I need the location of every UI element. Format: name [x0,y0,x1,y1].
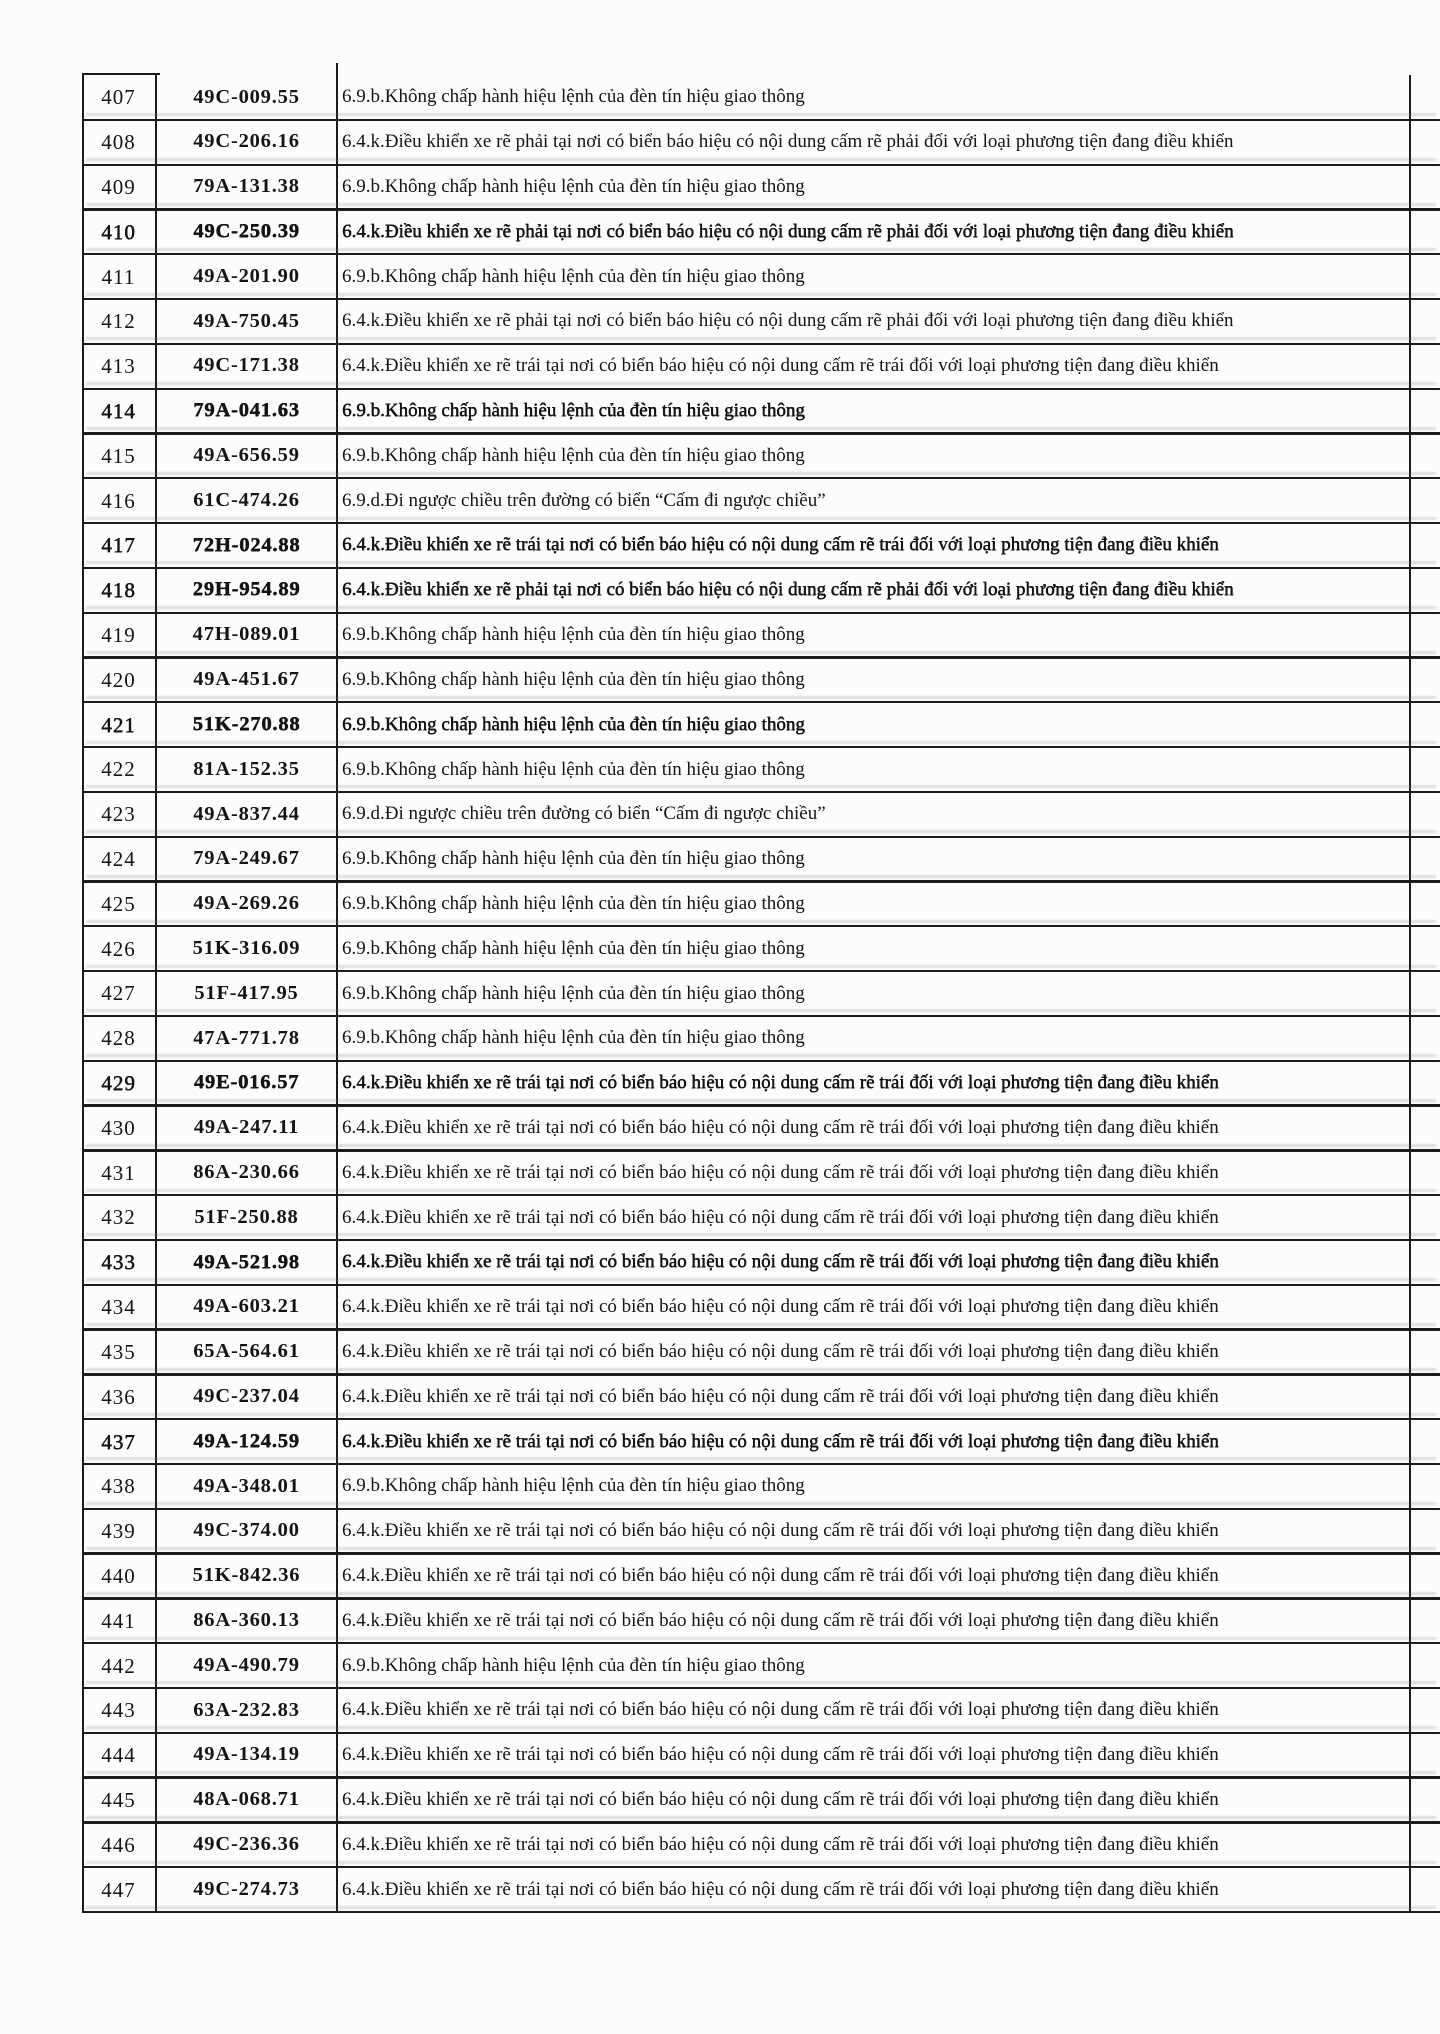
violation-table [82,75,1412,1912]
plate-cell: 79A-249.67 [157,837,338,882]
row-number-cell: 422 [82,747,157,792]
violation-cell: 6.9.b.Không chấp hành hiệu lệnh của đèn tín hiệu giao thông [342,982,805,1004]
plate-cell: 81A-152.35 [157,747,338,792]
row-number-cell: 430 [82,1106,157,1151]
plate-cell: 79A-131.38 [157,165,338,210]
violation-cell: 6.4.k.Điều khiển xe rẽ trái tại nơi có biển báo hiệu có nội dung cấm rẽ trái đối với loại phương tiện đang điều khiển [342,1116,1219,1138]
plate-cell: 49A-269.26 [157,881,338,926]
row-number-cell: 415 [82,433,157,478]
table-row [82,1330,1412,1375]
row-number-cell: 408 [82,120,157,165]
table-row [82,747,1412,792]
violation-cell: 6.4.k.Điều khiển xe rẽ trái tại nơi có biển báo hiệu có nội dung cấm rẽ trái đối với loại phương tiện đang điều khiển [342,1744,1219,1766]
plate-cell: 49A-201.90 [157,254,338,299]
table-row [82,1240,1412,1285]
table-row [82,1374,1412,1419]
table-row [82,1016,1412,1061]
plate-cell: 49A-134.19 [157,1733,338,1778]
violation-cell: 6.4.k.Điều khiển xe rẽ phải tại nơi có biển báo hiệu có nội dung cấm rẽ phải đối với loại phương tiện đang điều khiển [342,579,1234,601]
plate-cell: 49A-348.01 [157,1464,338,1509]
violation-cell: 6.9.b.Không chấp hành hiệu lệnh của đèn tín hiệu giao thông [342,892,805,914]
plate-cell: 79A-041.63 [157,389,338,434]
plate-cell: 49A-247.11 [157,1106,338,1151]
row-number-cell: 419 [82,613,157,658]
row-number-cell: 412 [82,299,157,344]
violation-cell: 6.9.b.Không chấp hành hiệu lệnh của đèn tín hiệu giao thông [342,668,805,690]
violation-cell: 6.4.k.Điều khiển xe rẽ trái tại nơi có biển báo hiệu có nội dung cấm rẽ trái đối với loại phương tiện đang điều khiển [342,1564,1219,1586]
row-number-cell: 428 [82,1016,157,1061]
violation-cell: 6.9.b.Không chấp hành hiệu lệnh của đèn tín hiệu giao thông [342,1475,805,1497]
violation-cell: 6.9.b.Không chấp hành hiệu lệnh của đèn tín hiệu giao thông [342,86,805,108]
plate-cell: 49C-250.39 [157,209,338,254]
table-row [82,433,1412,478]
violation-cell: 6.4.k.Điều khiển xe rẽ trái tại nơi có biển báo hiệu có nội dung cấm rẽ trái đối với loại phương tiện đang điều khiển [342,1251,1219,1273]
violation-cell: 6.4.k.Điều khiển xe rẽ trái tại nơi có biển báo hiệu có nội dung cấm rẽ trái đối với loại phương tiện đang điều khiển [342,1833,1219,1855]
plate-cell: 49A-490.79 [157,1643,338,1688]
violation-cell: 6.4.k.Điều khiển xe rẽ phải tại nơi có biển báo hiệu có nội dung cấm rẽ phải đối với loại phương tiện đang điều khiển [342,220,1234,242]
plate-cell: 49C-236.36 [157,1822,338,1867]
violation-cell: 6.9.d.Đi ngược chiều trên đường có biển “Cấm đi ngược chiều” [342,489,826,511]
violation-cell: 6.4.k.Điều khiển xe rẽ trái tại nơi có biển báo hiệu có nội dung cấm rẽ trái đối với loại phương tiện đang điều khiển [342,1789,1219,1810]
row-number-cell: 435 [82,1330,157,1375]
table-row [82,1867,1412,1912]
violation-cell: 6.4.k.Điều khiển xe rẽ trái tại nơi có biển báo hiệu có nội dung cấm rẽ trái đối với loại phương tiện đang điều khiển [342,1340,1219,1362]
plate-cell: 49E-016.57 [157,1061,338,1106]
table-row [82,1643,1412,1688]
plate-cell: 47H-089.01 [157,613,338,658]
row-number-cell: 417 [82,523,157,568]
violation-cell: 6.9.b.Không chấp hành hiệu lệnh của đèn tín hiệu giao thông [342,713,805,735]
row-number-cell: 441 [82,1598,157,1643]
violation-cell: 6.4.k.Điều khiển xe rẽ trái tại nơi có biển báo hiệu có nội dung cấm rẽ trái đối với loại phương tiện đang điều khiển [342,355,1219,377]
plate-cell: 51F-417.95 [157,971,338,1016]
plate-cell: 48A-068.71 [157,1778,338,1823]
plate-cell: 61C-474.26 [157,478,338,523]
row-number-cell: 414 [82,389,157,434]
table-row [82,881,1412,926]
table-row [82,613,1412,658]
table-row [82,568,1412,613]
plate-cell: 49C-171.38 [157,344,338,389]
plate-cell: 47A-771.78 [157,1016,338,1061]
violation-cell: 6.9.b.Không chấp hành hiệu lệnh của đèn tín hiệu giao thông [342,176,805,198]
row-number-cell: 409 [82,165,157,210]
table-row [82,1509,1412,1554]
row-number-cell: 425 [82,881,157,926]
row-number-cell: 432 [82,1195,157,1240]
violation-cell: 6.4.k.Điều khiển xe rẽ trái tại nơi có biển báo hiệu có nội dung cấm rẽ trái đối với loại phương tiện đang điều khiển [342,1206,1219,1228]
plate-cell: 51F-250.88 [157,1195,338,1240]
table-row [82,837,1412,882]
table-row [82,971,1412,1016]
table-row [82,1733,1412,1778]
table-row [82,344,1412,389]
row-number-cell: 423 [82,792,157,837]
plate-cell: 49A-124.59 [157,1419,338,1464]
table-row [82,254,1412,299]
table-row [82,1150,1412,1195]
table-row [82,75,1412,120]
plate-cell: 49A-656.59 [157,433,338,478]
table-row [82,926,1412,971]
table-row [82,1061,1412,1106]
violation-cell: 6.9.b.Không chấp hành hiệu lệnh của đèn tín hiệu giao thông [342,624,805,646]
violation-cell: 6.9.b.Không chấp hành hiệu lệnh của đèn tín hiệu giao thông [342,848,805,870]
row-number-cell: 424 [82,837,157,882]
plate-cell: 49C-237.04 [157,1374,338,1419]
table-row [82,792,1412,837]
row-number-cell: 410 [82,209,157,254]
row-number-cell: 431 [82,1150,157,1195]
column-divider-stub [336,63,338,75]
row-number-cell: 444 [82,1733,157,1778]
plate-cell: 51K-842.36 [157,1554,338,1599]
row-number-cell: 442 [82,1643,157,1688]
table-row [82,657,1412,702]
violation-cell: 6.9.b.Không chấp hành hiệu lệnh của đèn tín hiệu giao thông [342,1654,805,1676]
plate-cell: 29H-954.89 [157,568,338,613]
plate-cell: 49C-009.55 [157,75,338,120]
violation-cell: 6.9.b.Không chấp hành hiệu lệnh của đèn tín hiệu giao thông [342,758,805,780]
violation-cell: 6.4.k.Điều khiển xe rẽ phải tại nơi có biển báo hiệu có nội dung cấm rẽ phải đối với loại phương tiện đang điều khiển [342,310,1234,332]
row-number-cell: 438 [82,1464,157,1509]
row-number-cell: 447 [82,1867,157,1912]
plate-cell: 49A-603.21 [157,1285,338,1330]
plate-cell: 49C-374.00 [157,1509,338,1554]
table-row [82,299,1412,344]
row-number-cell: 434 [82,1285,157,1330]
violation-cell: 6.4.k.Điều khiển xe rẽ trái tại nơi có biển báo hiệu có nội dung cấm rẽ trái đối với loại phương tiện đang điều khiển [342,1609,1219,1631]
row-number-cell: 420 [82,657,157,702]
row-number-cell: 446 [82,1822,157,1867]
violation-cell: 6.9.b.Không chấp hành hiệu lệnh của đèn tín hiệu giao thông [342,265,805,287]
violation-cell: 6.4.k.Điều khiển xe rẽ trái tại nơi có biển báo hiệu có nội dung cấm rẽ trái đối với loại phương tiện đang điều khiển [342,1385,1219,1407]
plate-cell: 72H-024.88 [157,523,338,568]
plate-cell: 86A-230.66 [157,1150,338,1195]
plate-cell: 49C-274.73 [157,1867,338,1912]
plate-cell: 63A-232.83 [157,1688,338,1733]
row-number-cell: 437 [82,1419,157,1464]
table-row [82,1688,1412,1733]
table-row [82,478,1412,523]
table-row [82,1195,1412,1240]
table-row [82,1464,1412,1509]
violation-cell: 6.4.k.Điều khiển xe rẽ trái tại nơi có biển báo hiệu có nội dung cấm rẽ trái đối với loại phương tiện đang điều khiển [342,534,1219,556]
row-number-cell: 421 [82,702,157,747]
violation-cell: 6.4.k.Điều khiển xe rẽ trái tại nơi có biển báo hiệu có nội dung cấm rẽ trái đối với loại phương tiện đang điều khiển [342,1520,1219,1542]
table-row [82,1106,1412,1151]
row-number-cell: 416 [82,478,157,523]
table-row [82,389,1412,434]
table-row [82,523,1412,568]
row-number-cell: 426 [82,926,157,971]
plate-cell: 65A-564.61 [157,1330,338,1375]
table-row [82,1822,1412,1867]
violation-cell: 6.4.k.Điều khiển xe rẽ trái tại nơi có biển báo hiệu có nội dung cấm rẽ trái đối với loại phương tiện đang điều khiển [342,1072,1219,1094]
table-row [82,165,1412,210]
table-row [82,702,1412,747]
row-number-cell: 411 [82,254,157,299]
plate-cell: 49A-451.67 [157,657,338,702]
violation-cell: 6.9.b.Không chấp hành hiệu lệnh của đèn tín hiệu giao thông [342,400,805,422]
row-number-cell: 436 [82,1374,157,1419]
violation-cell: 6.4.k.Điều khiển xe rẽ trái tại nơi có biển báo hiệu có nội dung cấm rẽ trái đối với loại phương tiện đang điều khiển [342,1878,1219,1900]
row-number-cell: 413 [82,344,157,389]
violation-cell: 6.4.k.Điều khiển xe rẽ trái tại nơi có biển báo hiệu có nội dung cấm rẽ trái đối với loại phương tiện đang điều khiển [342,1430,1219,1452]
violation-cell: 6.4.k.Điều khiển xe rẽ trái tại nơi có biển báo hiệu có nội dung cấm rẽ trái đối với loại phương tiện đang điều khiển [342,1699,1219,1721]
violation-cell: 6.9.b.Không chấp hành hiệu lệnh của đèn tín hiệu giao thông [342,937,805,959]
table-row [82,1285,1412,1330]
row-number-cell: 407 [82,75,157,120]
row-number-cell: 418 [82,568,157,613]
plate-cell: 51K-316.09 [157,926,338,971]
table-row [82,209,1412,254]
row-number-cell: 429 [82,1061,157,1106]
plate-cell: 49C-206.16 [157,120,338,165]
violation-cell: 6.9.b.Không chấp hành hiệu lệnh của đèn tín hiệu giao thông [342,444,805,466]
row-number-cell: 445 [82,1778,157,1823]
plate-cell: 49A-837.44 [157,792,338,837]
row-number-cell: 427 [82,971,157,1016]
table-row [82,120,1412,165]
row-number-cell: 433 [82,1240,157,1285]
plate-cell: 51K-270.88 [157,702,338,747]
table-row [82,1778,1412,1823]
violation-cell: 6.9.d.Đi ngược chiều trên đường có biển “Cấm đi ngược chiều” [342,803,826,825]
row-number-cell: 439 [82,1509,157,1554]
table-row [82,1554,1412,1599]
plate-cell: 86A-360.13 [157,1598,338,1643]
table-row [82,1598,1412,1643]
table-row [82,1419,1412,1464]
plate-cell: 49A-521.98 [157,1240,338,1285]
row-number-cell: 440 [82,1554,157,1599]
violation-cell: 6.4.k.Điều khiển xe rẽ trái tại nơi có biển báo hiệu có nội dung cấm rẽ trái đối với loại phương tiện đang điều khiển [342,1296,1219,1318]
violation-cell: 6.4.k.Điều khiển xe rẽ phải tại nơi có biển báo hiệu có nội dung cấm rẽ phải đối với loại phương tiện đang điều khiển [342,131,1234,153]
violation-cell: 6.9.b.Không chấp hành hiệu lệnh của đèn tín hiệu giao thông [342,1027,805,1049]
violation-cell: 6.4.k.Điều khiển xe rẽ trái tại nơi có biển báo hiệu có nội dung cấm rẽ trái đối với loại phương tiện đang điều khiển [342,1161,1219,1183]
row-number-cell: 443 [82,1688,157,1733]
plate-cell: 49A-750.45 [157,299,338,344]
